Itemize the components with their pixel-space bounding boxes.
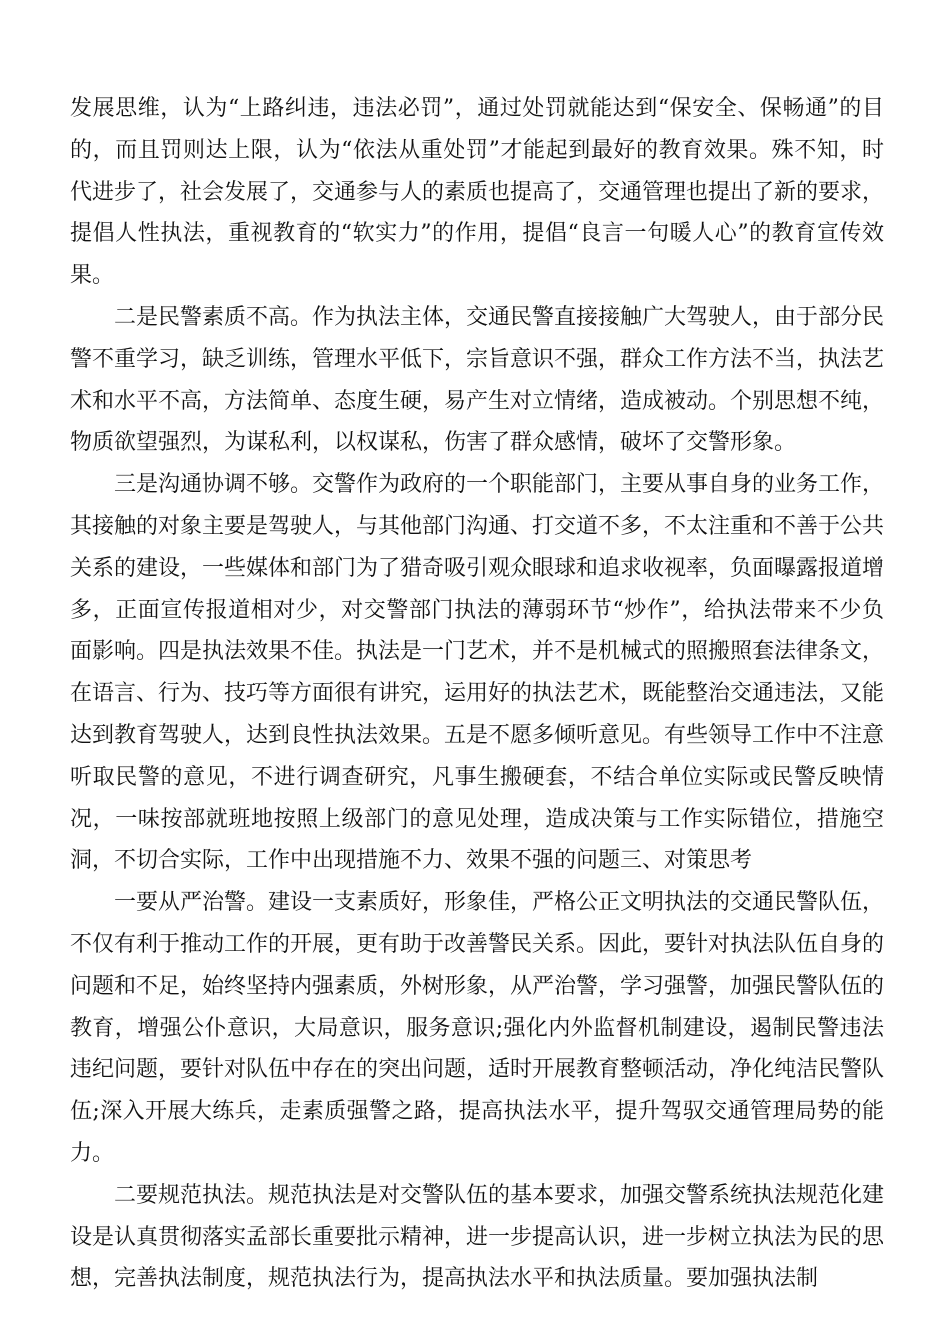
paragraph-standardized-enforcement: 二要规范执法。规范执法是对交警队伍的基本要求，加强交警系统执法规范化建设是认真贯彻落实孟部长重要批示精神，进一步提高认识，进一步树立执法为民的思想，完善执法制度，规范执法行为，提高执法水平和执法质量。要加强执法制	[70, 1182, 885, 1292]
document-body	[70, 88, 884, 1300]
paragraph-continuation: 发展思维，认为“上路纠违，违法必罚”，通过处罚就能达到“保安全、保畅通”的目的，而且罚则达上限，认为“依法从重处罚”才能起到最好的教育效果。殊不知，时代进步了，社会发展了，交通参与人的素质也提高了，交通管理也提出了新的要求，提倡人性执法，重视教育的“软实力”的作用，提倡“良言一句暖人心”的教育宣传效果。	[70, 96, 885, 289]
paragraph-communication: 三是沟通协调不够。交警作为政府的一个职能部门，主要从事自身的业务工作，其接触的对象主要是驾驶人，与其他部门沟通、打交道不多，不太注重和不善于公共关系的建设，一些媒体和部门为了猎奇吸引观众眼球和追求收视率，负面曝露报道增多，正面宣传报道相对少，对交警部门执法的薄弱环节“炒作”，给执法带来不少负面影响。四是执法效果不佳。执法是一门艺术，并不是机械式的照搬照套法律条文，在语言、行为、技巧等方面很有讲究，运用好的执法艺术，既能整治交通违法，又能达到教育驾驶人，达到良性执法效果。五是不愿多倾听意见。有些领导工作中不注意听取民警的意见，不进行调查研究，凡事生搬硬套，不结合单位实际或民警反映情况，一味按部就班地按照上级部门的意见处理，造成决策与工作实际错位，措施空洞，不切合实际，工作中出现措施不力、效果不强的问题三、对策思考	[70, 472, 885, 874]
paragraph-strict-management: 一要从严治警。建设一支素质好，形象佳，严格公正文明执法的交通民警队伍，不仅有利于推动工作的开展，更有助于改善警民关系。因此，要针对执法队伍自身的问题和不足，始终坚持内强素质，外树形象，从严治警，学习强警，加强民警队伍的教育，增强公仆意识，大局意识，服务意识;强化内外监督机制建设，遏制民警违法违纪问题，要针对队伍中存在的突出问题，适时开展教育整顿活动，净化纯洁民警队伍;深入开展大练兵，走素质强警之路，提高执法水平，提升驾驭交通管理局势的能力。	[70, 890, 885, 1166]
paragraph-officer-quality: 二是民警素质不高。作为执法主体，交通民警直接接触广大驾驶人，由于部分民警不重学习，缺乏训练，管理水平低下，宗旨意识不强，群众工作方法不当，执法艺术和水平不高，方法简单、态度生硬，易产生对立情绪，造成被动。个别思想不纯，物质欲望强烈，为谋私利，以权谋私，伤害了群众感情，破坏了交警形象。	[70, 304, 885, 456]
